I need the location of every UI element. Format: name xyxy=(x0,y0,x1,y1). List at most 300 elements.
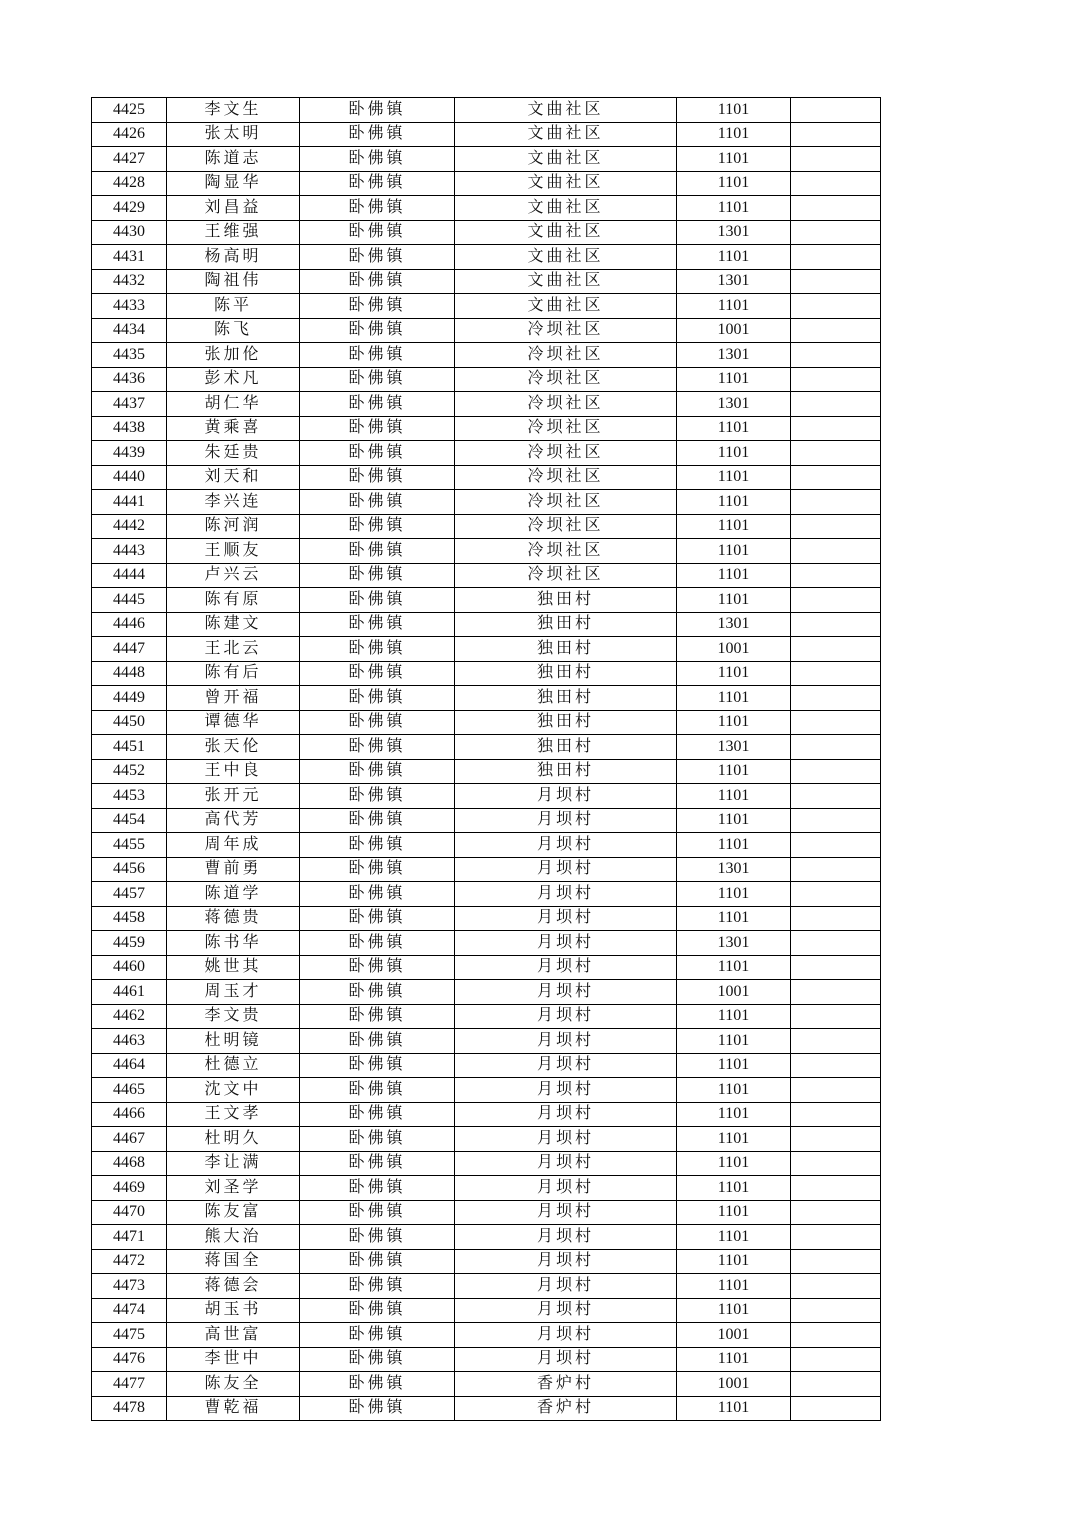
cell-code: 1101 xyxy=(677,661,791,686)
cell-code: 1101 xyxy=(677,1078,791,1103)
table-body xyxy=(92,98,881,1421)
cell-name: 陈有原 xyxy=(167,588,300,613)
cell-name: 彭术凡 xyxy=(167,367,300,392)
cell-village: 月坝村 xyxy=(455,1347,677,1372)
cell-code: 1101 xyxy=(677,122,791,147)
cell-number: 4472 xyxy=(92,1249,167,1274)
cell-town: 卧佛镇 xyxy=(300,1053,455,1078)
cell-code: 1301 xyxy=(677,269,791,294)
cell-code: 1101 xyxy=(677,465,791,490)
cell-town: 卧佛镇 xyxy=(300,220,455,245)
cell-number: 4442 xyxy=(92,514,167,539)
cell-note xyxy=(791,122,881,147)
cell-note xyxy=(791,1004,881,1029)
cell-town: 卧佛镇 xyxy=(300,882,455,907)
table-row xyxy=(92,367,881,392)
cell-code: 1101 xyxy=(677,1347,791,1372)
cell-town: 卧佛镇 xyxy=(300,1249,455,1274)
table-row xyxy=(92,1200,881,1225)
cell-village: 香炉村 xyxy=(455,1396,677,1421)
cell-number: 4444 xyxy=(92,563,167,588)
cell-number: 4465 xyxy=(92,1078,167,1103)
cell-village: 文曲社区 xyxy=(455,171,677,196)
cell-name: 陈河润 xyxy=(167,514,300,539)
cell-number: 4451 xyxy=(92,735,167,760)
cell-number: 4436 xyxy=(92,367,167,392)
cell-town: 卧佛镇 xyxy=(300,931,455,956)
cell-town: 卧佛镇 xyxy=(300,759,455,784)
cell-note xyxy=(791,269,881,294)
cell-name: 杨高明 xyxy=(167,245,300,270)
cell-code: 1101 xyxy=(677,294,791,319)
cell-name: 王中良 xyxy=(167,759,300,784)
cell-village: 冷坝社区 xyxy=(455,563,677,588)
cell-town: 卧佛镇 xyxy=(300,1102,455,1127)
cell-village: 月坝村 xyxy=(455,955,677,980)
cell-number: 4429 xyxy=(92,196,167,221)
cell-town: 卧佛镇 xyxy=(300,1176,455,1201)
cell-village: 月坝村 xyxy=(455,808,677,833)
cell-number: 4464 xyxy=(92,1053,167,1078)
cell-village: 独田村 xyxy=(455,661,677,686)
table-row xyxy=(92,833,881,858)
cell-code: 1101 xyxy=(677,906,791,931)
cell-name: 陈道志 xyxy=(167,147,300,172)
table-row xyxy=(92,514,881,539)
table-row xyxy=(92,147,881,172)
cell-number: 4447 xyxy=(92,637,167,662)
table-row xyxy=(92,882,881,907)
cell-name: 陈飞 xyxy=(167,318,300,343)
cell-town: 卧佛镇 xyxy=(300,1347,455,1372)
table-row xyxy=(92,735,881,760)
cell-code: 1101 xyxy=(677,1053,791,1078)
cell-note xyxy=(791,833,881,858)
cell-note xyxy=(791,147,881,172)
cell-town: 卧佛镇 xyxy=(300,1151,455,1176)
cell-number: 4473 xyxy=(92,1274,167,1299)
cell-town: 卧佛镇 xyxy=(300,1078,455,1103)
cell-town: 卧佛镇 xyxy=(300,269,455,294)
cell-name: 杜明久 xyxy=(167,1127,300,1152)
cell-note xyxy=(791,1176,881,1201)
cell-code: 1001 xyxy=(677,980,791,1005)
cell-village: 独田村 xyxy=(455,637,677,662)
table-row xyxy=(92,196,881,221)
cell-name: 沈文中 xyxy=(167,1078,300,1103)
cell-name: 蒋德贵 xyxy=(167,906,300,931)
cell-code: 1101 xyxy=(677,1102,791,1127)
cell-town: 卧佛镇 xyxy=(300,980,455,1005)
cell-town: 卧佛镇 xyxy=(300,245,455,270)
cell-note xyxy=(791,563,881,588)
cell-town: 卧佛镇 xyxy=(300,514,455,539)
cell-code: 1101 xyxy=(677,710,791,735)
cell-note xyxy=(791,1372,881,1397)
cell-number: 4435 xyxy=(92,343,167,368)
cell-code: 1301 xyxy=(677,735,791,760)
cell-number: 4452 xyxy=(92,759,167,784)
cell-code: 1101 xyxy=(677,955,791,980)
table-row xyxy=(92,1298,881,1323)
table-row xyxy=(92,490,881,515)
cell-town: 卧佛镇 xyxy=(300,1274,455,1299)
cell-note xyxy=(791,1200,881,1225)
cell-name: 杜明镜 xyxy=(167,1029,300,1054)
cell-code: 1101 xyxy=(677,98,791,123)
table-row xyxy=(92,392,881,417)
cell-note xyxy=(791,1274,881,1299)
cell-town: 卧佛镇 xyxy=(300,441,455,466)
cell-note xyxy=(791,490,881,515)
cell-number: 4426 xyxy=(92,122,167,147)
cell-code: 1301 xyxy=(677,392,791,417)
cell-town: 卧佛镇 xyxy=(300,98,455,123)
cell-name: 张开元 xyxy=(167,784,300,809)
table-row xyxy=(92,1249,881,1274)
table-row xyxy=(92,269,881,294)
cell-number: 4454 xyxy=(92,808,167,833)
cell-village: 独田村 xyxy=(455,686,677,711)
cell-note xyxy=(791,367,881,392)
cell-note xyxy=(791,955,881,980)
table-row xyxy=(92,661,881,686)
cell-note xyxy=(791,1029,881,1054)
cell-village: 香炉村 xyxy=(455,1372,677,1397)
table-row xyxy=(92,612,881,637)
cell-town: 卧佛镇 xyxy=(300,343,455,368)
table-row xyxy=(92,1396,881,1421)
cell-number: 4428 xyxy=(92,171,167,196)
cell-village: 文曲社区 xyxy=(455,122,677,147)
cell-number: 4462 xyxy=(92,1004,167,1029)
cell-name: 王文孝 xyxy=(167,1102,300,1127)
table-row xyxy=(92,1053,881,1078)
cell-name: 陈书华 xyxy=(167,931,300,956)
cell-note xyxy=(791,1102,881,1127)
cell-village: 文曲社区 xyxy=(455,196,677,221)
cell-note xyxy=(791,1249,881,1274)
cell-note xyxy=(791,1347,881,1372)
table-row xyxy=(92,955,881,980)
cell-town: 卧佛镇 xyxy=(300,1225,455,1250)
cell-town: 卧佛镇 xyxy=(300,588,455,613)
cell-code: 1101 xyxy=(677,1225,791,1250)
cell-village: 月坝村 xyxy=(455,1200,677,1225)
cell-town: 卧佛镇 xyxy=(300,686,455,711)
cell-number: 4449 xyxy=(92,686,167,711)
register-table xyxy=(91,97,881,1421)
cell-village: 月坝村 xyxy=(455,1225,677,1250)
cell-town: 卧佛镇 xyxy=(300,171,455,196)
cell-number: 4443 xyxy=(92,539,167,564)
cell-number: 4475 xyxy=(92,1323,167,1348)
cell-code: 1101 xyxy=(677,833,791,858)
cell-village: 月坝村 xyxy=(455,931,677,956)
cell-name: 张太明 xyxy=(167,122,300,147)
cell-number: 4477 xyxy=(92,1372,167,1397)
cell-number: 4460 xyxy=(92,955,167,980)
table-row xyxy=(92,784,881,809)
cell-name: 谭德华 xyxy=(167,710,300,735)
cell-note xyxy=(791,612,881,637)
cell-name: 蒋德会 xyxy=(167,1274,300,1299)
cell-village: 月坝村 xyxy=(455,1053,677,1078)
cell-note xyxy=(791,318,881,343)
cell-village: 冷坝社区 xyxy=(455,441,677,466)
table-row xyxy=(92,1225,881,1250)
cell-name: 李让满 xyxy=(167,1151,300,1176)
cell-village: 文曲社区 xyxy=(455,294,677,319)
cell-note xyxy=(791,98,881,123)
cell-name: 张加伦 xyxy=(167,343,300,368)
cell-note xyxy=(791,710,881,735)
cell-code: 1101 xyxy=(677,367,791,392)
cell-note xyxy=(791,514,881,539)
cell-town: 卧佛镇 xyxy=(300,1298,455,1323)
cell-note xyxy=(791,1298,881,1323)
cell-name: 陶显华 xyxy=(167,171,300,196)
cell-code: 1101 xyxy=(677,1274,791,1299)
cell-town: 卧佛镇 xyxy=(300,416,455,441)
cell-note xyxy=(791,1323,881,1348)
cell-note xyxy=(791,196,881,221)
cell-number: 4427 xyxy=(92,147,167,172)
cell-code: 1101 xyxy=(677,882,791,907)
cell-number: 4467 xyxy=(92,1127,167,1152)
cell-name: 陈平 xyxy=(167,294,300,319)
table-row xyxy=(92,539,881,564)
cell-village: 冷坝社区 xyxy=(455,318,677,343)
cell-code: 1101 xyxy=(677,245,791,270)
cell-code: 1101 xyxy=(677,490,791,515)
cell-village: 冷坝社区 xyxy=(455,343,677,368)
cell-name: 陈友富 xyxy=(167,1200,300,1225)
cell-code: 1301 xyxy=(677,857,791,882)
cell-town: 卧佛镇 xyxy=(300,1323,455,1348)
cell-village: 独田村 xyxy=(455,612,677,637)
cell-number: 4478 xyxy=(92,1396,167,1421)
cell-town: 卧佛镇 xyxy=(300,318,455,343)
cell-code: 1101 xyxy=(677,1127,791,1152)
table-row xyxy=(92,171,881,196)
cell-number: 4455 xyxy=(92,833,167,858)
table-row xyxy=(92,857,881,882)
cell-town: 卧佛镇 xyxy=(300,392,455,417)
cell-code: 1101 xyxy=(677,1004,791,1029)
cell-name: 王维强 xyxy=(167,220,300,245)
cell-town: 卧佛镇 xyxy=(300,196,455,221)
cell-number: 4466 xyxy=(92,1102,167,1127)
table-row xyxy=(92,465,881,490)
cell-note xyxy=(791,808,881,833)
cell-number: 4445 xyxy=(92,588,167,613)
cell-number: 4438 xyxy=(92,416,167,441)
cell-note xyxy=(791,686,881,711)
cell-code: 1101 xyxy=(677,539,791,564)
table-row xyxy=(92,318,881,343)
table-row xyxy=(92,931,881,956)
cell-code: 1101 xyxy=(677,1298,791,1323)
table-row xyxy=(92,1323,881,1348)
cell-note xyxy=(791,784,881,809)
cell-village: 月坝村 xyxy=(455,857,677,882)
table-row xyxy=(92,808,881,833)
table-row xyxy=(92,343,881,368)
cell-village: 独田村 xyxy=(455,588,677,613)
cell-note xyxy=(791,857,881,882)
cell-code: 1101 xyxy=(677,563,791,588)
cell-town: 卧佛镇 xyxy=(300,955,455,980)
cell-name: 朱廷贵 xyxy=(167,441,300,466)
cell-village: 月坝村 xyxy=(455,906,677,931)
cell-town: 卧佛镇 xyxy=(300,857,455,882)
cell-note xyxy=(791,637,881,662)
cell-name: 陈道学 xyxy=(167,882,300,907)
cell-name: 王顺友 xyxy=(167,539,300,564)
cell-village: 月坝村 xyxy=(455,833,677,858)
cell-village: 文曲社区 xyxy=(455,245,677,270)
cell-note xyxy=(791,1225,881,1250)
cell-name: 曹前勇 xyxy=(167,857,300,882)
cell-name: 熊大治 xyxy=(167,1225,300,1250)
cell-name: 李文生 xyxy=(167,98,300,123)
cell-number: 4476 xyxy=(92,1347,167,1372)
cell-village: 月坝村 xyxy=(455,1004,677,1029)
cell-town: 卧佛镇 xyxy=(300,906,455,931)
cell-town: 卧佛镇 xyxy=(300,808,455,833)
cell-town: 卧佛镇 xyxy=(300,465,455,490)
cell-name: 刘天和 xyxy=(167,465,300,490)
cell-note xyxy=(791,392,881,417)
cell-code: 1001 xyxy=(677,1372,791,1397)
cell-town: 卧佛镇 xyxy=(300,784,455,809)
cell-name: 黄乘喜 xyxy=(167,416,300,441)
cell-code: 1101 xyxy=(677,514,791,539)
cell-village: 冷坝社区 xyxy=(455,539,677,564)
cell-name: 王北云 xyxy=(167,637,300,662)
cell-note xyxy=(791,661,881,686)
cell-number: 4439 xyxy=(92,441,167,466)
table-row xyxy=(92,906,881,931)
cell-note xyxy=(791,245,881,270)
cell-town: 卧佛镇 xyxy=(300,661,455,686)
cell-code: 1301 xyxy=(677,220,791,245)
cell-name: 杜德立 xyxy=(167,1053,300,1078)
cell-note xyxy=(791,588,881,613)
cell-name: 蒋国全 xyxy=(167,1249,300,1274)
cell-village: 冷坝社区 xyxy=(455,367,677,392)
cell-number: 4453 xyxy=(92,784,167,809)
cell-note xyxy=(791,294,881,319)
table-row xyxy=(92,441,881,466)
cell-village: 月坝村 xyxy=(455,1127,677,1152)
cell-note xyxy=(791,980,881,1005)
table-row xyxy=(92,710,881,735)
cell-village: 月坝村 xyxy=(455,1078,677,1103)
table-row xyxy=(92,1102,881,1127)
cell-code: 1301 xyxy=(677,612,791,637)
cell-town: 卧佛镇 xyxy=(300,735,455,760)
cell-note xyxy=(791,906,881,931)
cell-town: 卧佛镇 xyxy=(300,490,455,515)
cell-village: 冷坝社区 xyxy=(455,514,677,539)
cell-number: 4450 xyxy=(92,710,167,735)
cell-code: 1101 xyxy=(677,1396,791,1421)
cell-code: 1101 xyxy=(677,1029,791,1054)
cell-code: 1101 xyxy=(677,196,791,221)
cell-village: 月坝村 xyxy=(455,1323,677,1348)
cell-name: 姚世其 xyxy=(167,955,300,980)
cell-code: 1301 xyxy=(677,931,791,956)
cell-note xyxy=(791,1396,881,1421)
cell-note xyxy=(791,1078,881,1103)
cell-number: 4430 xyxy=(92,220,167,245)
cell-number: 4469 xyxy=(92,1176,167,1201)
cell-village: 月坝村 xyxy=(455,1102,677,1127)
cell-number: 4457 xyxy=(92,882,167,907)
cell-village: 月坝村 xyxy=(455,784,677,809)
cell-town: 卧佛镇 xyxy=(300,294,455,319)
cell-village: 月坝村 xyxy=(455,1151,677,1176)
table-row xyxy=(92,1176,881,1201)
table-row xyxy=(92,588,881,613)
cell-name: 李兴连 xyxy=(167,490,300,515)
cell-code: 1101 xyxy=(677,1249,791,1274)
cell-name: 刘圣学 xyxy=(167,1176,300,1201)
cell-village: 月坝村 xyxy=(455,1249,677,1274)
cell-name: 曾开福 xyxy=(167,686,300,711)
cell-number: 4468 xyxy=(92,1151,167,1176)
cell-note xyxy=(791,465,881,490)
cell-note xyxy=(791,735,881,760)
cell-number: 4446 xyxy=(92,612,167,637)
cell-number: 4441 xyxy=(92,490,167,515)
cell-name: 陈有后 xyxy=(167,661,300,686)
cell-name: 周玉才 xyxy=(167,980,300,1005)
cell-number: 4440 xyxy=(92,465,167,490)
table-row xyxy=(92,1372,881,1397)
cell-name: 陈建文 xyxy=(167,612,300,637)
cell-village: 月坝村 xyxy=(455,1176,677,1201)
table-row xyxy=(92,98,881,123)
cell-village: 冷坝社区 xyxy=(455,490,677,515)
cell-number: 4437 xyxy=(92,392,167,417)
cell-note xyxy=(791,441,881,466)
table-row xyxy=(92,1004,881,1029)
cell-number: 4432 xyxy=(92,269,167,294)
cell-note xyxy=(791,1151,881,1176)
table-row xyxy=(92,980,881,1005)
cell-village: 文曲社区 xyxy=(455,147,677,172)
cell-name: 周年成 xyxy=(167,833,300,858)
table-row xyxy=(92,637,881,662)
table-row xyxy=(92,245,881,270)
cell-town: 卧佛镇 xyxy=(300,147,455,172)
table-row xyxy=(92,1078,881,1103)
cell-name: 张天伦 xyxy=(167,735,300,760)
cell-code: 1001 xyxy=(677,318,791,343)
table-row xyxy=(92,1151,881,1176)
cell-name: 卢兴云 xyxy=(167,563,300,588)
table-row xyxy=(92,1127,881,1152)
cell-code: 1101 xyxy=(677,1151,791,1176)
table-row xyxy=(92,416,881,441)
cell-name: 胡仁华 xyxy=(167,392,300,417)
cell-name: 陈友全 xyxy=(167,1372,300,1397)
cell-village: 月坝村 xyxy=(455,882,677,907)
cell-code: 1101 xyxy=(677,588,791,613)
